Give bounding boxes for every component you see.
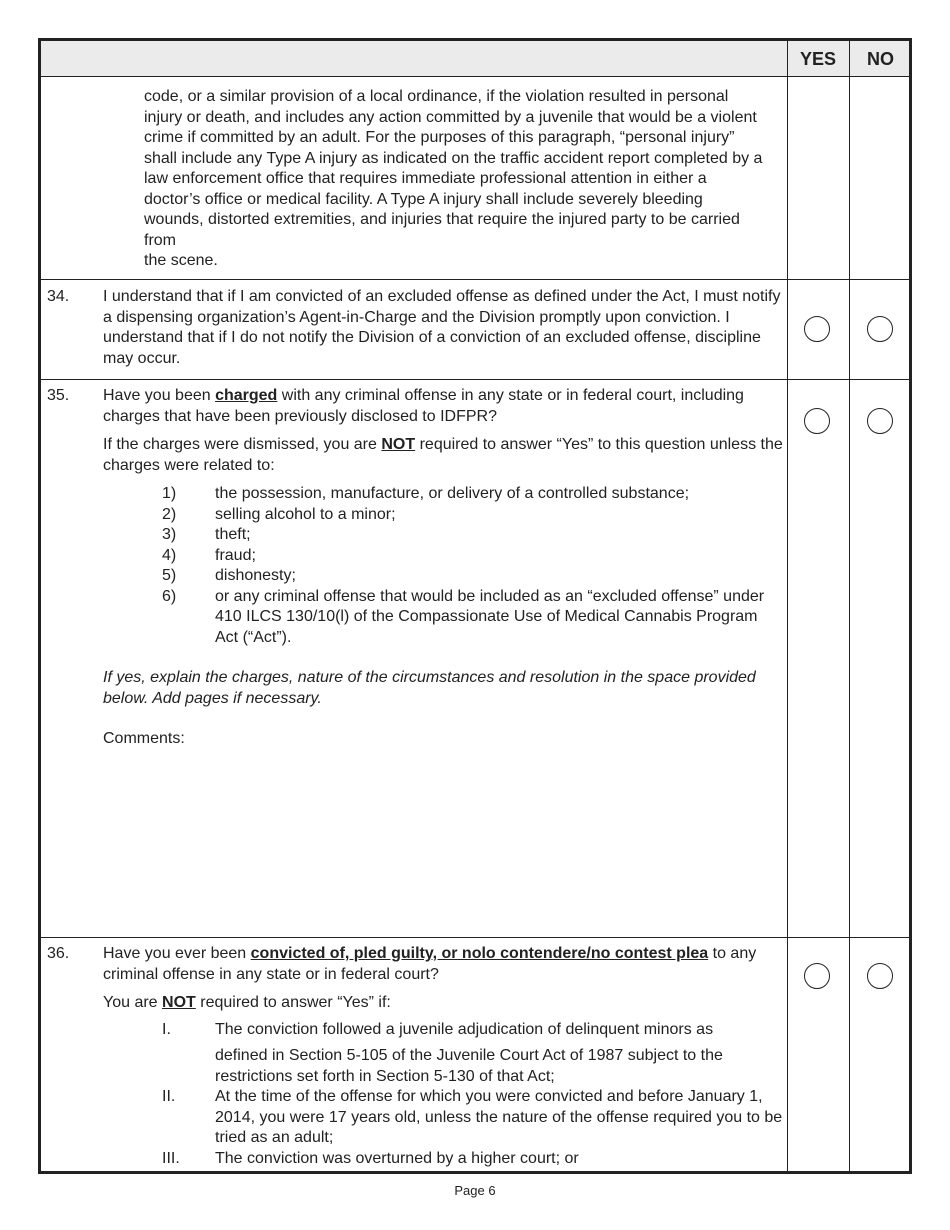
row-divider [41,279,909,280]
list-item-text: dishonesty; [215,567,296,584]
q34-number: 34. [47,288,70,305]
q35-no-radio[interactable] [867,408,893,434]
no-column-divider [849,41,850,1171]
q35-note-post: required to answer “Yes” to this question unless the charges were related to: [103,436,783,474]
q36-question-emphasis: convicted of, pled guilty, or nolo contendere/no contest plea [250,945,709,962]
q36-no-radio[interactable] [867,963,893,989]
list-item [103,1087,783,1149]
q35-question-post: with any criminal offense in any state or in federal court, including charges that have been previously disclosed to IDFPR? [103,387,744,425]
q35-instruction: If yes, explain the charges, nature of the circumstances and resolution in the space provided below. Add pages if necessary. [103,669,756,707]
q35-note-emphasis: NOT [381,436,416,453]
list-item [103,525,783,546]
q34-no-radio[interactable] [867,316,893,342]
list-item-text: selling alcohol to a minor; [215,505,396,523]
q35-note-pre: If the charges were dismissed, you are [103,436,382,453]
list-item-text: theft; [215,526,251,543]
row-divider [41,937,909,938]
yes-column-header: YES [799,49,837,69]
list-item-text: The conviction was overturned by a higher court; or [215,1149,579,1167]
no-column-header: NO [867,49,894,69]
list-item [103,587,783,649]
q33-continuation-text: code, or a similar provision of a local ordinance, if the violation resulted in personal injury or death, and includes any action committed by a juvenile that would be a violent crime if committed by an adult. For the purposes of this paragraph, “personal injury” shall include any Type A injury as indicated on the traffic accident report completed by a law enforcement office that requires immediate professional attention in either a doctor’s office or medical facility. A Type A injury shall include severely bleeding wounds, distorted extremities, and injuries that require the injured party to be carried from [144,88,763,249]
q35-question-pre: Have you been [103,387,216,404]
q34-text: I understand that if I am convicted of an excluded offense as defined under the Act, I must notify a dispensing organization’s Agent-in-Charge and the Division promptly upon conviction. I understand that if I do not notify the Division of a conviction of an excluded offense, discipline may occur. [103,288,781,367]
list-item-text: or any criminal offense that would be included as an “excluded offense” under 410 ILCS 130/10(l) of the Compassionate Use of Medical Cannabis Program Act (“Act”). [215,587,765,646]
q36-exception-list [103,1020,783,1170]
list-item [103,1020,783,1041]
list-item [103,1149,783,1170]
list-marker: I. [162,1020,171,1038]
list-item-text: At the time of the offense for which you were convicted and before January 1, 2014, you were 17 years old, unless the nature of the offense required you to be tried as an adult; [215,1088,783,1146]
list-marker: 1) [162,485,177,502]
list-marker: 4) [162,546,177,564]
table-header [41,41,909,76]
list-marker: II. [162,1088,176,1105]
q36-note-post: required to answer “Yes” if: [195,994,391,1011]
list-marker: 3) [162,526,177,543]
q36-question-post: to any criminal offense in any state or in federal court? [103,945,757,983]
q33-continuation-end: the scene. [144,252,218,269]
q36-question-pre: Have you ever been [103,945,251,962]
list-item [103,546,783,567]
q36-body [103,944,783,1169]
list-item [103,566,783,587]
yes-column-divider [787,41,788,1171]
header-divider [41,76,909,77]
page-number: Page 6 [454,1183,496,1198]
q35-yes-radio[interactable] [804,408,830,434]
q35-question [103,386,783,427]
list-marker: 2) [162,505,177,523]
q35-note [103,435,783,476]
list-item-text: the possession, manufacture, or delivery of a controlled substance; [215,485,690,502]
q35-comments-label: Comments: [103,730,185,747]
list-item [103,484,783,505]
row-divider [41,379,909,380]
q36-note-pre: You are [103,994,163,1011]
list-item-text: defined in Section 5-105 of the Juvenile Court Act of 1987 subject to the restrictions set forth in Section 5-130 of that Act; [215,1047,723,1085]
list-marker: 6) [162,587,177,605]
q36-note-emphasis: NOT [162,994,196,1011]
list-marker: III. [162,1149,180,1167]
list-item-text: The conviction followed a juvenile adjudication of delinquent minors as [215,1020,714,1038]
list-item-continuation [103,1046,783,1087]
q36-question [103,944,783,985]
q33-continuation [144,87,764,272]
q35-question-emphasis: charged [215,387,278,404]
q34-yes-radio[interactable] [804,316,830,342]
list-item [103,505,783,526]
q36-note [103,993,783,1014]
list-marker: 5) [162,567,177,584]
q36-number: 36. [47,945,70,962]
questionnaire-table [38,38,912,1174]
q35-condition-list [103,484,783,648]
q35-body [103,386,783,750]
list-item-text: fraud; [215,546,256,564]
q35-number: 35. [47,387,70,404]
q35-comments-area[interactable] [103,751,783,931]
q36-yes-radio[interactable] [804,963,830,989]
